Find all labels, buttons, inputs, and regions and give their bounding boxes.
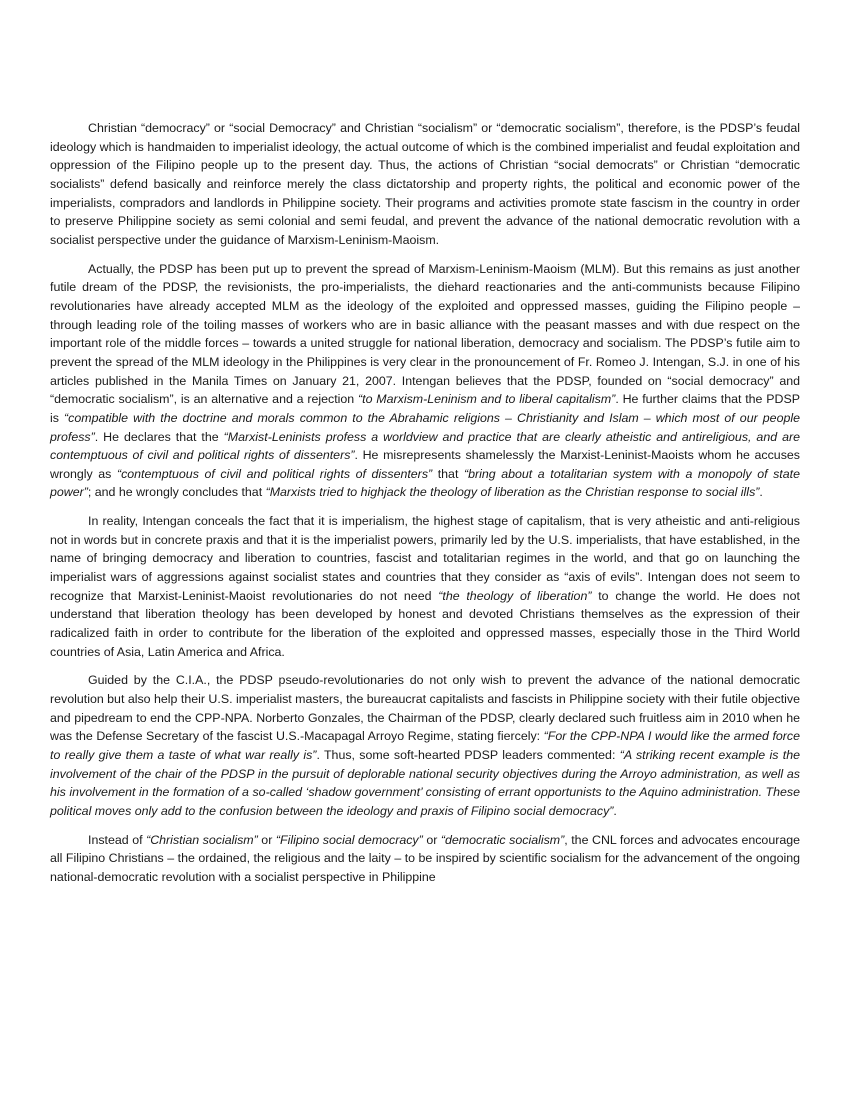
text-segment: , the CNL forces and advocates encourage all Filipino Christians – the ordained, the religious and the laity – to be inspired by scientific socialism for the advancement of the ongoing national-democratic revolution with a socialist perspective in Philippine <box>50 832 801 884</box>
text-segment: . He further claims that the PDSP is <box>50 392 800 425</box>
quoted-text: “compatible with the doctrine and morals common to the Abrahamic religions – Christianity and Islam – which most of our people profess” <box>50 410 800 444</box>
text-segment: Christian “democracy” or “social Democracy” and Christian “socialism” or “democratic socialism”, therefore, is the PDSP’s feudal ideology which is handmaiden to imperialist ideology, the actual outcome of which is the combined imperialist and feudal exploitation and oppression of the Filipino people up to the present day. Thus, the actions of Christian “social democrats” or Christian “democratic socialists” defend basically and reinforce merely the class dictatorship and property rights, the political and economic power of the imperialists, compradors and landlords in Philippine society. Their programs and activities promote state fascism in the country in order to preserve Philippine society as semi colonial and semi feudal, and prevent the advance of the national democratic revolution with a socialist perspective under the guidance of Marxism-Leninism-Maoism. <box>50 121 800 247</box>
paragraph-3 <box>50 512 800 661</box>
text-segment: . Thus, some soft-hearted PDSP leaders commented: <box>316 748 620 762</box>
text-segment: . <box>759 485 763 500</box>
text-segment: ; and he wrongly concludes that <box>87 485 266 500</box>
paragraph-5 <box>50 831 800 887</box>
quoted-text: “bring about a totalitarian system with a monopoly of state power” <box>50 466 800 500</box>
text-segment: . He declares that the <box>94 429 224 444</box>
text-segment: that <box>432 466 464 481</box>
quoted-text: “Marxists tried to highjack the theology of liberation as the Christian response to social ills” <box>265 485 760 500</box>
text-segment: or <box>422 832 441 847</box>
text-segment: . <box>613 803 617 818</box>
quoted-text: “A striking recent example is the involvement of the chair of the PDSP in the pursuit of deplorable national security objectives during the Arroyo administration, as well as his involvement in the formation of a so-called ‘shadow government’ consisting of errant opportunists to the Aquino administration. These political moves only add to the confusion between the ideology and praxis of Filipino social democracy” <box>50 748 800 818</box>
quoted-text: “the theology of liberation” <box>438 588 592 603</box>
quoted-text: “Christian socialism” <box>146 832 258 847</box>
text-segment: . He misrepresents shamelessly the Marxist-Leninist-Maoists whom he accuses wrongly as <box>50 448 800 481</box>
text-segment: to change the world. He does not understand that liberation theology has been developed by honest and devoted Christians themselves as the expression of their radicalized faith in order to contribute for the liberation of the exploited and oppressed masses, especially those in the Third World countries of Asia, Latin America and Africa. <box>50 588 800 659</box>
quoted-text: “to Marxism-Leninism and to liberal capitalism” <box>358 392 616 407</box>
text-segment: Instead of <box>88 832 147 847</box>
document-body <box>50 119 800 897</box>
paragraph-4 <box>50 671 800 820</box>
quoted-text: “For the CPP-NPA I would like the armed force to really give them a taste of what war really is” <box>50 729 800 762</box>
quoted-text: “democratic socialism” <box>440 832 565 847</box>
paragraph-2 <box>50 260 800 503</box>
quoted-text: “Filipino social democracy” <box>275 832 423 847</box>
text-segment: Guided by the C.I.A., the PDSP pseudo-revolutionaries do not only wish to prevent the advance of the national democratic revolution but also help their U.S. imperialist masters, the bureaucrat capitalists and fascists in Philippine society with their futile objective and pipedream to end the CPP-NPA. Norberto Gonzales, the Chairman of the PDSP, clearly declared such fruitless aim in 2010 when he was the Defense Secretary of the fascist U.S.-Macapagal Arroyo Regime, stating fiercely: <box>50 673 800 744</box>
paragraph-1 <box>50 119 800 250</box>
quoted-text: “contemptuous of civil and political rights of dissenters” <box>116 466 433 481</box>
text-segment: or <box>257 832 276 847</box>
text-segment: Actually, the PDSP has been put up to prevent the spread of Marxism-Leninism-Maoism (MLM). But this remains as just another futile dream of the PDSP, the revisionists, the pro-imperialists, the diehard reactionaries and the anti-communists because Filipino revolutionaries have already accepted MLM as the ideology of the exploited and oppressed masses, guiding the Filipino people – through leading role of the toiling masses of workers who are in basic alliance with the peasant masses and with due respect on the important role of the middle forces – towards a united struggle for national liberation, democracy and socialism. The PDSP’s futile aim to prevent the spread of the MLM ideology in the Philippines is very clear in the pronouncement of Fr. Romeo J. Intengan, S.J. in one of his articles published in the Manila Times on January 21, 2007. Intengan believes that the PDSP, founded on “social democracy” and “democratic socialism”, is an alternative and a rejection <box>50 261 800 407</box>
quoted-text: “Marxist-Leninists profess a worldview and practice that are clearly atheistic and antireligious, and are contemptuous of civil and political rights of dissenters” <box>50 429 800 463</box>
text-segment: In reality, Intengan conceals the fact that it is imperialism, the highest stage of capitalism, that is very atheistic and anti-religious not in words but in concrete praxis and that it is the imperialist powers, primarily led by the U.S. imperialists, that have established, in the name of bringing democracy and liberation to countries, fascist and totalitarian regimes in the world, and that go on launching the imperialist wars of aggressions against socialist states and countries that they consider as “axis of evils”. Intengan does not seem to recognize that Marxist-Leninist-Maoist revolutionaries do not need <box>50 514 800 603</box>
